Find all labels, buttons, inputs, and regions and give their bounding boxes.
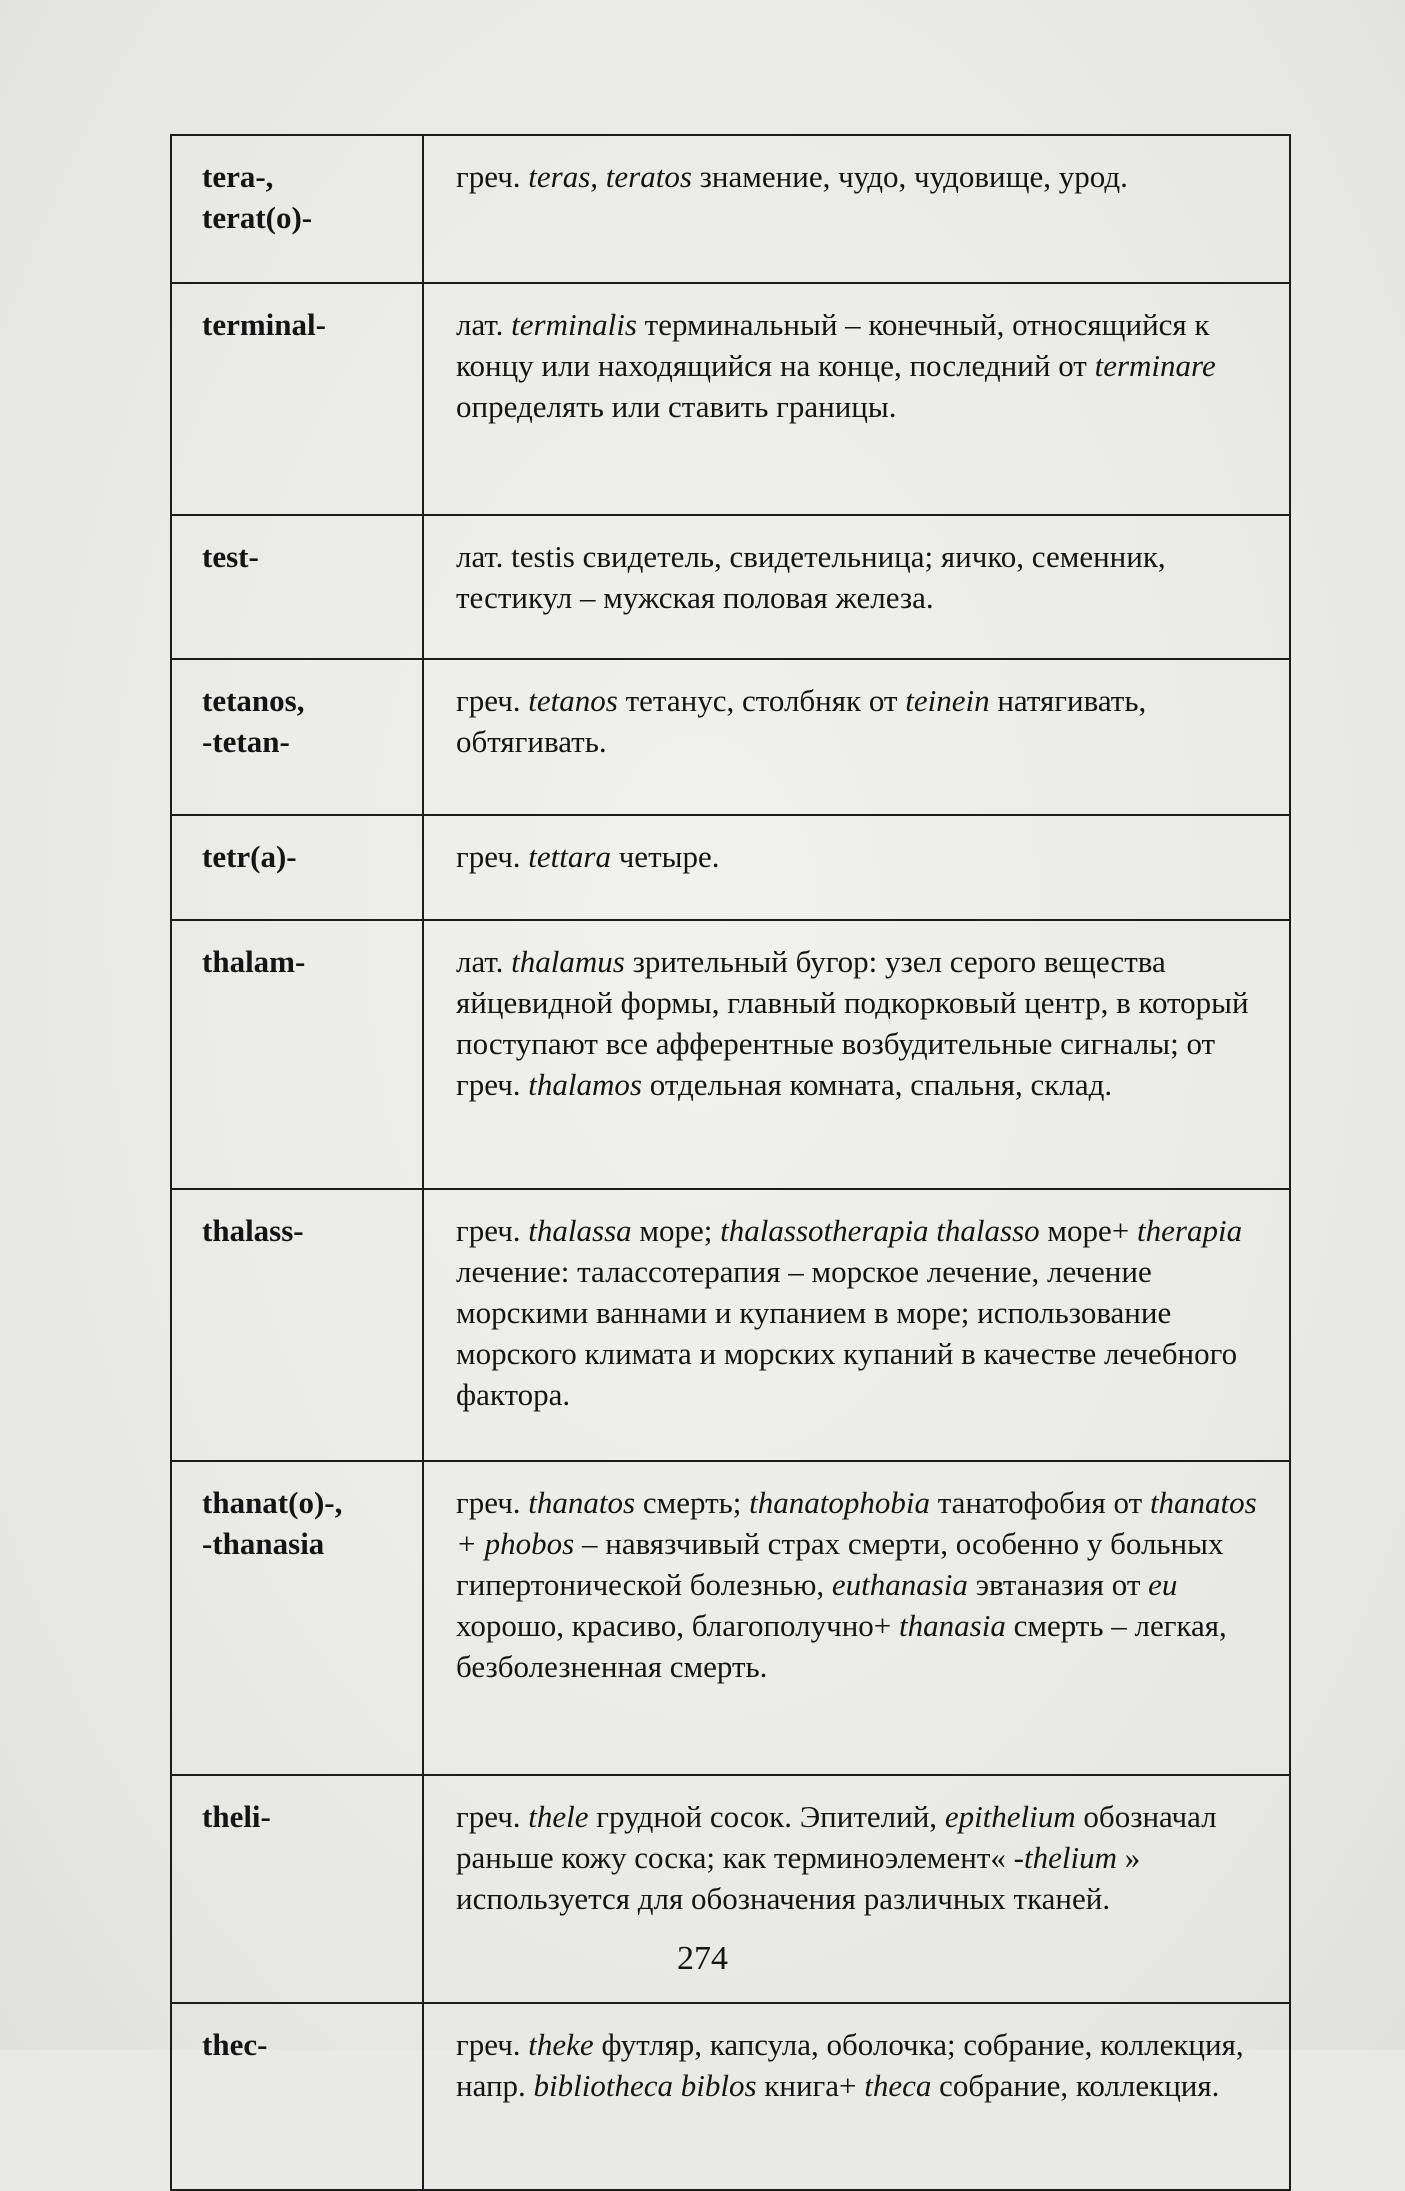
definition-text: зрительный бугор: узел серого вещества яйцевидной формы, главный подкорковый центр, в который поступают все афферентные возбудительные сигналы; от греч.: [456, 944, 1249, 1102]
term-text: tera-,: [202, 159, 274, 194]
definition-italic-text: thanatos: [528, 1485, 636, 1520]
definition-text: четыре.: [610, 839, 720, 874]
dictionary-table-body: [171, 135, 1290, 2190]
definition-text: море+: [1039, 1213, 1138, 1248]
term-text: -tetan-: [202, 724, 290, 759]
definition-text: отдельная комната, спальня, склад.: [641, 1067, 1113, 1102]
definition-italic-text: thalassa: [528, 1213, 632, 1248]
definition-italic-text: thele: [528, 1799, 589, 1834]
definition-italic-text: terminare: [1094, 348, 1216, 383]
definition-cell: [423, 2003, 1290, 2190]
term-cell: [171, 1189, 423, 1461]
term-text: terminal-: [202, 307, 326, 342]
definition-italic-text: thanatophobia: [749, 1485, 930, 1520]
definition-italic-text: tetanos: [528, 683, 618, 718]
definition-italic-text: theca: [864, 2068, 932, 2103]
definition-text: » используется для обозначения различных тканей.: [456, 1840, 1141, 1916]
definition-text: лечение: талассотерапия – морское лечение, лечение морскими ваннами и купанием в море; использование морского климата и морских купаний в качестве лечебного фактора.: [456, 1254, 1238, 1412]
term-text: theli-: [202, 1799, 271, 1834]
term-cell: [171, 920, 423, 1189]
term-text: thec-: [202, 2027, 268, 2062]
term-cell: [171, 659, 423, 815]
definition-italic-text: thalassotherapia thalasso: [720, 1213, 1040, 1248]
definition-italic-text: teras, teratos: [528, 159, 692, 194]
definition-cell: [423, 1189, 1290, 1461]
definition-italic-text: eu: [1148, 1567, 1178, 1602]
term-text: thalass-: [202, 1213, 304, 1248]
definition-text: тетанус, столбняк от: [617, 683, 906, 718]
definition-text: смерть – легкая, безболезненная смерть.: [456, 1608, 1227, 1684]
dictionary-row: [171, 515, 1290, 659]
definition-cell: [423, 283, 1290, 515]
definition-text: смерть;: [635, 1485, 750, 1520]
definition-text: – навязчивый страх смерти, особенно у больных гипертонической болезнью,: [456, 1526, 1224, 1602]
definition-italic-text: thanatos + phobos: [456, 1485, 1257, 1561]
term-cell: [171, 1461, 423, 1775]
term-text: tetr(a)-: [202, 839, 297, 874]
definition-text: футляр, капсула, оболочка; собрание, коллекция, напр.: [456, 2027, 1244, 2103]
term-text: -thanasia: [202, 1526, 325, 1561]
definition-text: лат.: [456, 944, 512, 979]
definition-italic-text: terminalis: [511, 307, 637, 342]
definition-text: греч.: [456, 839, 529, 874]
definition-text: знамение, чудо, чудовище, урод.: [691, 159, 1128, 194]
definition-text: определять или ставить границы.: [456, 389, 897, 424]
term-cell: [171, 815, 423, 920]
definition-italic-text: therapia: [1137, 1213, 1243, 1248]
term-text: tetanos,: [202, 683, 305, 718]
definition-text: греч.: [456, 683, 529, 718]
term-text: thalam-: [202, 944, 306, 979]
definition-italic-text: bibliotheca biblos: [533, 2068, 757, 2103]
dictionary-row: [171, 135, 1290, 283]
term-text: terat(o)-: [202, 200, 313, 235]
definition-text: танатофобия от: [929, 1485, 1150, 1520]
definition-italic-text: thalamus: [511, 944, 625, 979]
definition-cell: [423, 659, 1290, 815]
dictionary-table: [170, 134, 1291, 2191]
definition-text: лат. testis свидетель, свидетельница; яичко, семенник, тестикул – мужская половая железа.: [456, 539, 1166, 615]
definition-text: хорошо, красиво, благополучно+: [456, 1608, 900, 1643]
definition-italic-text: -thelium: [1013, 1840, 1117, 1875]
dictionary-row: [171, 1461, 1290, 1775]
term-cell: [171, 515, 423, 659]
definition-text: греч.: [456, 1799, 529, 1834]
dictionary-row: [171, 920, 1290, 1189]
definition-text: лат.: [456, 307, 512, 342]
dictionary-row: [171, 2003, 1290, 2190]
dictionary-row: [171, 815, 1290, 920]
term-cell: [171, 283, 423, 515]
page-number: 274: [677, 1940, 728, 1977]
definition-italic-text: tettara: [528, 839, 611, 874]
term-cell: [171, 135, 423, 283]
definition-italic-text: thanasia: [899, 1608, 1006, 1643]
term-text: test-: [202, 539, 259, 574]
definition-text: море;: [631, 1213, 721, 1248]
definition-text: натягивать, обтягивать.: [456, 683, 1147, 759]
definition-text: грудной сосок. Эпителий,: [588, 1799, 945, 1834]
term-text: thanat(o)-,: [202, 1485, 343, 1520]
dictionary-row: [171, 1189, 1290, 1461]
definition-text: греч.: [456, 2027, 529, 2062]
definition-cell: [423, 815, 1290, 920]
definition-text: греч.: [456, 159, 529, 194]
definition-italic-text: thalamos: [528, 1067, 642, 1102]
definition-text: эвтаназия от: [967, 1567, 1149, 1602]
dictionary-row: [171, 659, 1290, 815]
definition-cell: [423, 1461, 1290, 1775]
definition-text: терминальный – конечный, относящийся к концу или находящийся на конце, последний от: [456, 307, 1210, 383]
definition-italic-text: euthanasia: [831, 1567, 968, 1602]
definition-italic-text: theke: [528, 2027, 594, 2062]
definition-italic-text: epithelium: [944, 1799, 1076, 1834]
definition-text: обозначал раньше кожу соска; как терминоэлемент«: [456, 1799, 1217, 1875]
dictionary-row: [171, 283, 1290, 515]
definition-italic-text: teinein: [905, 683, 990, 718]
definition-cell: [423, 135, 1290, 283]
definition-text: греч.: [456, 1213, 529, 1248]
definition-cell: [423, 920, 1290, 1189]
definition-text: книга+: [756, 2068, 865, 2103]
term-cell: [171, 2003, 423, 2190]
definition-text: греч.: [456, 1485, 529, 1520]
definition-cell: [423, 515, 1290, 659]
definition-text: собрание, коллекция.: [931, 2068, 1220, 2103]
